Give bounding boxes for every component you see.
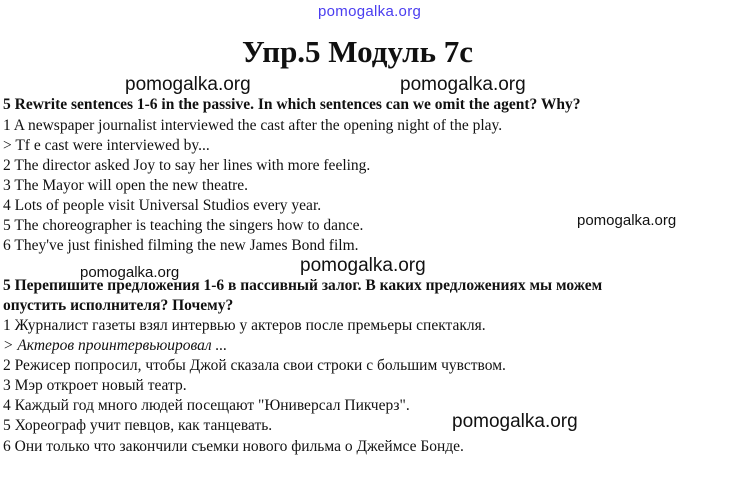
russian-line: 2 Режисер попросил, чтобы Джой сказала свои строки с большим чувством. <box>3 357 506 374</box>
watermark: pomogalka.org <box>452 411 578 432</box>
english-line: 6 They've just finished filming the new James Bond film. <box>3 237 359 254</box>
russian-line: 1 Журналист газеты взял интервью у актеров после премьеры спектакля. <box>3 317 486 334</box>
russian-line: 3 Мэр откроет новый театр. <box>3 377 187 394</box>
watermark: pomogalka.org <box>577 212 677 229</box>
watermark: pomogalka.org <box>400 74 526 95</box>
english-line: 4 Lots of people visit Universal Studios every year. <box>3 197 322 214</box>
russian-line: 5 Хореограф учит певцов, как танцевать. <box>3 417 273 434</box>
english-line: 2 The director asked Joy to say her lines with more feeling. <box>3 157 371 174</box>
watermark: pomogalka.org <box>300 255 426 276</box>
page-title: Упр.5 Модуль 7с <box>242 34 473 69</box>
english-line: 3 The Mayor will open the new theatre. <box>3 177 249 194</box>
russian-line: 6 Они только что закончили съемки нового фильма о Джеймсе Бонде. <box>3 438 464 455</box>
watermark: pomogalka.org <box>125 74 251 95</box>
english-task: 5 Rewrite sentences 1-6 in the passive. In which sentences can we omit the agent? Why? <box>3 96 581 113</box>
english-line: > Tf e cast were interviewed by... <box>3 137 210 154</box>
russian-line: > Актеров проинтервьюировал ... <box>3 337 228 354</box>
russian-line: 4 Каждый год много людей посещают "Юниверсал Пикчерз". <box>3 397 410 414</box>
english-line: 5 The choreographer is teaching the singers how to dance. <box>3 217 364 234</box>
site-logo: pomogalka.org <box>318 3 422 20</box>
english-line: 1 A newspaper journalist interviewed the cast after the opening night of the play. <box>3 117 503 134</box>
russian-task-line1: 5 Перепишите предложения 1-6 в пассивный залог. В каких предложениях мы можем <box>3 277 603 294</box>
russian-task-line2: опустить исполнителя? Почему? <box>3 297 234 314</box>
watermark: pomogalka.org <box>80 264 180 281</box>
